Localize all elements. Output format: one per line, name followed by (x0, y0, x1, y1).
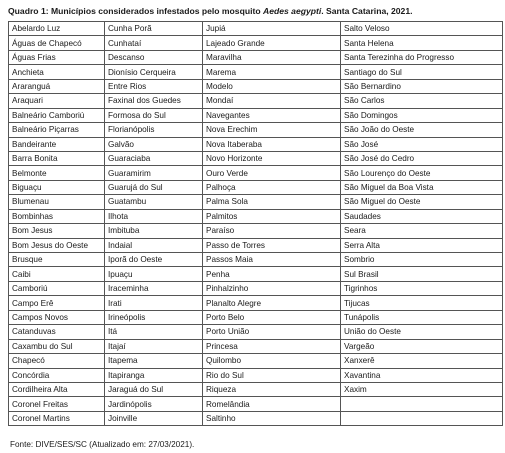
table-cell: São Carlos (341, 94, 503, 108)
table-cell: Cunha Porã (105, 22, 203, 36)
table-cell: Xavantina (341, 368, 503, 382)
table-cell: Rio do Sul (203, 368, 341, 382)
table-cell: Florianópolis (105, 123, 203, 137)
table-cell: Saltinho (203, 411, 341, 425)
table-row (9, 166, 503, 180)
table-cell: Itapema (105, 354, 203, 368)
table-row (9, 411, 503, 425)
table-cell: Irineópolis (105, 310, 203, 324)
table-cell: Passos Maia (203, 253, 341, 267)
table-cell: Ouro Verde (203, 166, 341, 180)
table-cell: Saudades (341, 209, 503, 223)
table-row (9, 368, 503, 382)
table-cell: Indaial (105, 238, 203, 252)
table-cell: Passo de Torres (203, 238, 341, 252)
table-cell: Iraceminha (105, 281, 203, 295)
table-cell: Catanduvas (9, 325, 105, 339)
table-cell: Itá (105, 325, 203, 339)
table-cell: São Miguel do Oeste (341, 195, 503, 209)
table-caption (8, 6, 413, 16)
table-cell: São João do Oeste (341, 123, 503, 137)
table-row (9, 238, 503, 252)
table-cell: Nova Itaberaba (203, 137, 341, 151)
table-row (9, 108, 503, 122)
table-cell: Dionísio Cerqueira (105, 65, 203, 79)
caption-species: Aedes aegypti (262, 6, 322, 16)
table-cell: Salto Veloso (341, 22, 503, 36)
caption-prefix: Quadro 1: Municípios considerados infestados pelo mosquito (8, 6, 261, 16)
table-cell: São José (341, 137, 503, 151)
table-cell: Porto União (203, 325, 341, 339)
table-row (9, 50, 503, 64)
table-cell: Mondaí (203, 94, 341, 108)
table-cell: Abelardo Luz (9, 22, 105, 36)
table-row (9, 325, 503, 339)
table-cell: Barra Bonita (9, 151, 105, 165)
table-cell: Joinville (105, 411, 203, 425)
table-row (9, 224, 503, 238)
table-cell: Descanso (105, 50, 203, 64)
table-cell: São Domingos (341, 108, 503, 122)
table-cell: Itajaí (105, 339, 203, 353)
table-cell: Vargeão (341, 339, 503, 353)
table-cell: Camboriú (9, 281, 105, 295)
table-row (9, 123, 503, 137)
table-cell: Planalto Alegre (203, 296, 341, 310)
table-cell: Águas Frias (9, 50, 105, 64)
table-cell: Palmitos (203, 209, 341, 223)
table-row (9, 65, 503, 79)
table-row (9, 310, 503, 324)
table-cell: Biguaçu (9, 180, 105, 194)
table-cell: Marema (203, 65, 341, 79)
table-cell: Cordilheira Alta (9, 382, 105, 396)
table-cell: Ipuaçu (105, 267, 203, 281)
table-cell: Blumenau (9, 195, 105, 209)
table-row (9, 180, 503, 194)
table-cell: São José do Cedro (341, 151, 503, 165)
table-cell: Campo Erê (9, 296, 105, 310)
table-row (9, 94, 503, 108)
table-row (9, 36, 503, 50)
table-cell: Maravilha (203, 50, 341, 64)
table-cell: São Bernardino (341, 79, 503, 93)
table-cell: Bom Jesus do Oeste (9, 238, 105, 252)
table-cell: Bombinhas (9, 209, 105, 223)
table-cell: Guaraciaba (105, 151, 203, 165)
table-row (9, 382, 503, 396)
table-cell: Águas de Chapecó (9, 36, 105, 50)
table-cell: Tunápolis (341, 310, 503, 324)
table-cell (341, 411, 503, 425)
table-cell: Penha (203, 267, 341, 281)
table-cell: Santiago do Sul (341, 65, 503, 79)
table-cell: Sul Brasil (341, 267, 503, 281)
table-cell: Serra Alta (341, 238, 503, 252)
table-cell: Tigrinhos (341, 281, 503, 295)
table-cell: Guatambu (105, 195, 203, 209)
table-cell: Guarujá do Sul (105, 180, 203, 194)
table-cell: Balneário Camboriú (9, 108, 105, 122)
table-row (9, 296, 503, 310)
table-cell: Palhoça (203, 180, 341, 194)
table-cell: Bom Jesus (9, 224, 105, 238)
source-note: Fonte: DIVE/SES/SC (Atualizado em: 27/03/2021). (10, 440, 195, 449)
table-cell: Paraíso (203, 224, 341, 238)
table-cell: Pinhalzinho (203, 281, 341, 295)
table-row (9, 281, 503, 295)
table-row (9, 151, 503, 165)
table-row (9, 354, 503, 368)
table-cell: Lajeado Grande (203, 36, 341, 50)
table-row (9, 22, 503, 36)
table-cell: Itapiranga (105, 368, 203, 382)
table-cell: Concórdia (9, 368, 105, 382)
table-cell (341, 397, 503, 411)
table-cell: Faxinal dos Guedes (105, 94, 203, 108)
table-cell: Cunhataí (105, 36, 203, 50)
table-cell: Novo Horizonte (203, 151, 341, 165)
table-cell: Santa Terezinha do Progresso (341, 50, 503, 64)
table-cell: Modelo (203, 79, 341, 93)
table-cell: Palma Sola (203, 195, 341, 209)
table-cell: Nova Erechim (203, 123, 341, 137)
table-cell: Tijucas (341, 296, 503, 310)
table-cell: Araranguá (9, 79, 105, 93)
table-cell: Romelândia (203, 397, 341, 411)
table-cell: Caibi (9, 267, 105, 281)
municipalities-table (8, 21, 503, 426)
table-cell: São Miguel da Boa Vista (341, 180, 503, 194)
table-row (9, 195, 503, 209)
table-cell: Araquari (9, 94, 105, 108)
table-cell: Galvão (105, 137, 203, 151)
table-cell: São Lourenço do Oeste (341, 166, 503, 180)
table-cell: Bandeirante (9, 137, 105, 151)
table-cell: Jardinópolis (105, 397, 203, 411)
table-cell: Chapecó (9, 354, 105, 368)
table-cell: Balneário Piçarras (9, 123, 105, 137)
table-body (9, 22, 503, 426)
table-cell: Seara (341, 224, 503, 238)
table-cell: Entre Rios (105, 79, 203, 93)
table-cell: Riqueza (203, 382, 341, 396)
table-row (9, 79, 503, 93)
table-cell: Jupiá (203, 22, 341, 36)
table-cell: Caxambu do Sul (9, 339, 105, 353)
table-cell: União do Oeste (341, 325, 503, 339)
table-cell: Formosa do Sul (105, 108, 203, 122)
table-cell: Anchieta (9, 65, 105, 79)
table-cell: Irati (105, 296, 203, 310)
table-cell: Campos Novos (9, 310, 105, 324)
table-cell: Iporã do Oeste (105, 253, 203, 267)
table-cell: Xanxerê (341, 354, 503, 368)
table-cell: Imbituba (105, 224, 203, 238)
table-cell: Ilhota (105, 209, 203, 223)
table-cell: Princesa (203, 339, 341, 353)
table-cell: Xaxim (341, 382, 503, 396)
table-row (9, 397, 503, 411)
table-cell: Jaraguá do Sul (105, 382, 203, 396)
table-cell: Coronel Martins (9, 411, 105, 425)
table-cell: Navegantes (203, 108, 341, 122)
table-cell: Brusque (9, 253, 105, 267)
table-row (9, 339, 503, 353)
table-cell: Sombrio (341, 253, 503, 267)
table-cell: Belmonte (9, 166, 105, 180)
table-cell: Coronel Freitas (9, 397, 105, 411)
table-cell: Quilombo (203, 354, 341, 368)
table-cell: Santa Helena (341, 36, 503, 50)
table-cell: Porto Belo (203, 310, 341, 324)
table-row (9, 209, 503, 223)
table-row (9, 253, 503, 267)
caption-suffix: . Santa Catarina, 2021. (321, 6, 413, 16)
table-row (9, 137, 503, 151)
table-cell: Guaramirim (105, 166, 203, 180)
table-row (9, 267, 503, 281)
